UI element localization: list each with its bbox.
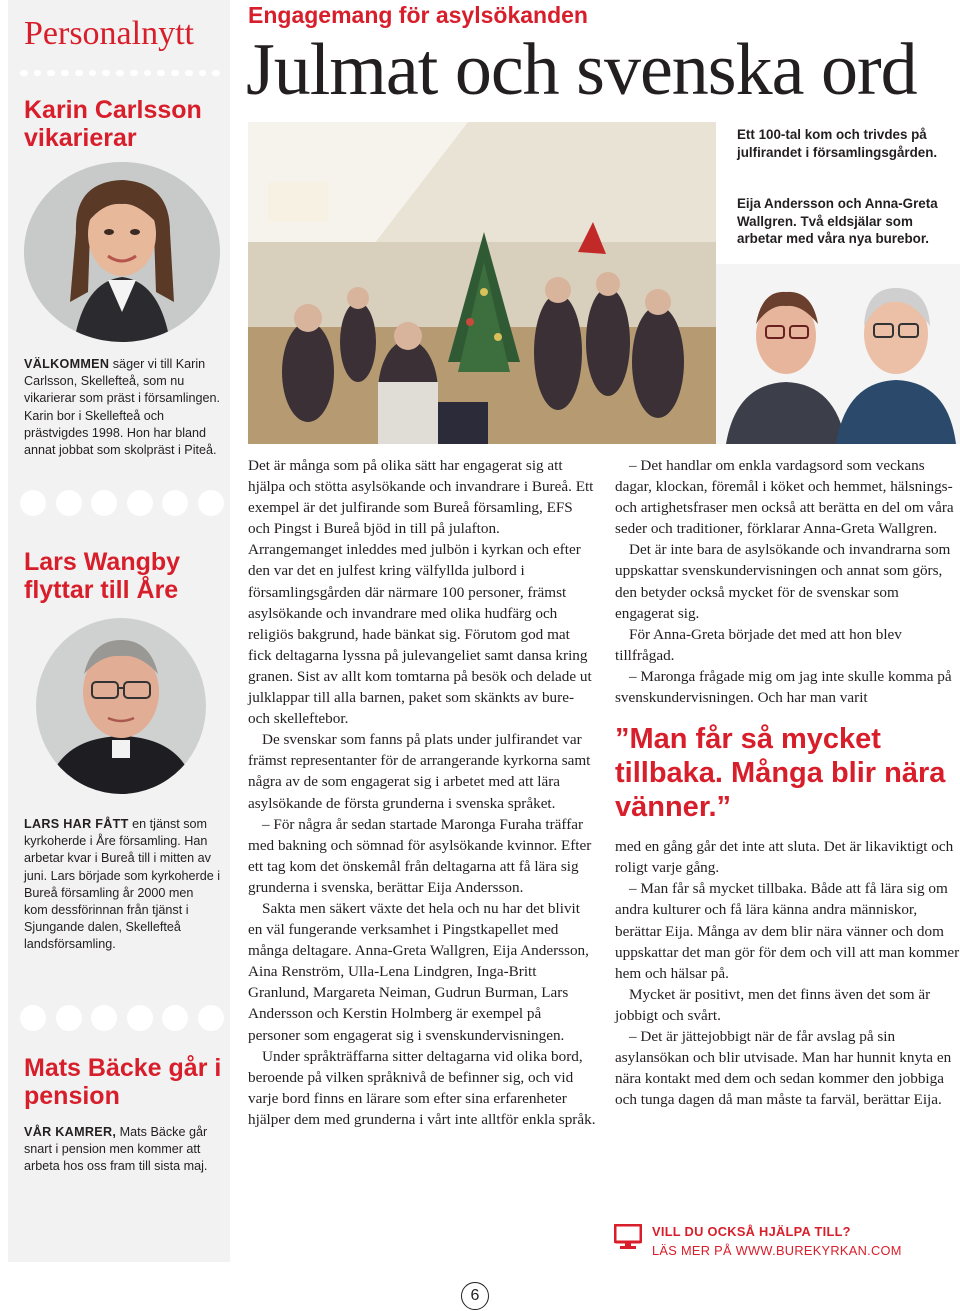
eija-annagreta-photo	[716, 264, 960, 444]
dot-divider-2	[20, 1005, 224, 1031]
paragraph: Det är många som på olika sätt har engagerat sig att hjälpa och stötta asylsökande och invandrare i Bureå. Ett exempel är det julfirande som Bureå församling, EFS och Pingst i Bureå bjöd in till på julafton.	[248, 457, 594, 538]
story3-text: VÅR KAMRER, Mats Bäcke går snart i pension men kommer att arbeta hos oss fram till sista maj.	[24, 1125, 208, 1174]
paragraph: Mycket är positivt, men det finns även det som är jobbigt och svårt.	[615, 985, 931, 1024]
paragraph: Det är inte bara de asylsökande och invandrarna som uppskattar svenskundervisningen och annat som görs, den betyder också mycket för de svenskar som engagerat sig.	[615, 541, 951, 622]
lars-portrait	[36, 618, 206, 794]
paragraph: – Man får så mycket tillbaka. Både att få lära sig om andra kulturer och få lära känna andra människor, berättar Eija. Många av dem blir nära vänner och dom uppskattar det man gör för dem och vill att man kommer hem och hälsar på.	[615, 880, 960, 982]
story1-text: VÄLKOMMEN säger vi till Karin Carlsson, Skellefteå, som nu vikarierar som präst i församlingen. Karin bor i Skellefteå och prästvigdes 1998. Hon har bland annat jobbat som skolpräst i Piteå.	[24, 357, 220, 458]
cta-title: VILL DU OCKSÅ HJÄLPA TILL?	[652, 1224, 851, 1239]
paragraph: För Anna-Greta började det med att hon blev tillfrågad.	[615, 625, 902, 664]
call-to-action	[614, 1222, 954, 1262]
paragraph: med en gång går det inte att sluta. Det är likaviktigt och roligt varje gång.	[615, 838, 954, 877]
article-column-1	[248, 455, 596, 1130]
paragraph: – Maronga frågade mig om jag inte skulle komma på svenskundervisningen. Och har man varit	[615, 667, 952, 707]
dash-divider	[20, 70, 220, 76]
article-headline: Julmat och svenska ord	[246, 29, 917, 111]
photo-caption-portrait: Eija Andersson och Anna-Greta Wallgren. Två eldsjälar som arbetar med våra nya burebor.	[737, 196, 938, 246]
paragraph: Arrangemanget inleddes med julbön i kyrkan och efter den var det en julfest kring välfyllda julbord i församlingsgården där närmare 100 personer, främst asylsökande och invandrare med olika hudfärg och religiös bakgrund, hade bänkat sig. Förutom god mat fick deltagarna lyssna på julevangeliet samt dansa kring granen. Sist av allt kom tomtarna på besök och delade ut julklappar till alla barnen, paket som skänkts av bure- och skelleftebor.	[248, 541, 592, 728]
article-kicker: Engagemang för asylsökanden	[248, 2, 588, 28]
paragraph: – Det handlar om enkla vardagsord som veckans dagar, klockan, föremål i köket och hemmet, hälsnings- och artighetsfraser men också att berätta en del om våra seder och traditioner, förklarar Anna-Greta Wallgren.	[615, 457, 954, 538]
photo-caption-main: Ett 100-tal kom och trivdes på julfirandet i församlingsgården.	[737, 127, 938, 160]
computer-monitor-icon	[614, 1224, 642, 1250]
karin-portrait	[24, 162, 220, 342]
page-number: 6	[461, 1282, 489, 1310]
article-column-2	[615, 455, 960, 1110]
story1-headline: Karin Carlsson vikarierar	[24, 96, 202, 152]
paragraph: – Det är jättejobbigt när de får avslag på sin asylansökan och blir utvisade. Man har hunnit knyta en nära kontakt med dem och sedan kommer den jobbiga och tunga dagen då man måste ta farväl, berättar Eija.	[615, 1027, 952, 1109]
paragraph: Sakta men säkert växte det hela och nu har det blivit en väl fungerande verksamhet i Pingstkapellet med många deltagare. Anna-Greta Wallgren, Eija Andersson, Aina Renström, Ulla-Lena Lindgren, Inga-Britt Granlund, Margareta Neiman, Gudrun Burman, Lars Andersson och Kerstin Holmberg är exempel på personer som engagerat sig i svenskundervisningen.	[248, 899, 589, 1044]
story2-headline: Lars Wangby flyttar till Åre	[24, 548, 181, 604]
story3-headline: Mats Bäcke går i pension	[24, 1054, 222, 1110]
dot-divider	[20, 490, 224, 516]
story2-text: LARS HAR FÅTT en tjänst som kyrkoherde i Åre församling. Han arbetar kvar i Bureå till i mitten av juni. Lars började som kyrkoherde i Bureå församling år 2000 men kom dessförinnan från tjänst i Sjungande dalen, Skellefteå landsförsamling.	[24, 817, 220, 952]
paragraph: Under språkträffarna sitter deltagarna vid olika bord, beroende på vilken språknivå de befinner sig, och vid varje bord finns en lärare som efter sina erfarenheter hjälper dem med grunderna i vårt inte alltför enkla språk.	[248, 1047, 596, 1128]
section-title: Personalnytt	[24, 15, 194, 52]
pull-quote: ”Man får så mycket tillbaka. Många blir nära vänner.”	[615, 723, 946, 824]
paragraph: – För några år sedan startade Maronga Furaha träffar med bakning och sömnad för asylsökande kvinnor. Efter ett tag kom det önskemål från deltagarna att få lära sig grunderna i svenska, berättar Eija Andersson.	[248, 815, 592, 896]
cta-website-link[interactable]: LÄS MER PÅ WWW.BUREKYRKAN.COM	[652, 1243, 902, 1258]
paragraph: De svenskar som fanns på plats under julfirandet var främst representanter för de arrangerande kyrkorna samt några av de som engagerat sig i arbetet med att lära asylsökande de första grunderna i svenska språket.	[248, 731, 591, 812]
sidebar-personalnytt	[8, 0, 230, 1262]
christmas-party-photo	[248, 122, 716, 444]
